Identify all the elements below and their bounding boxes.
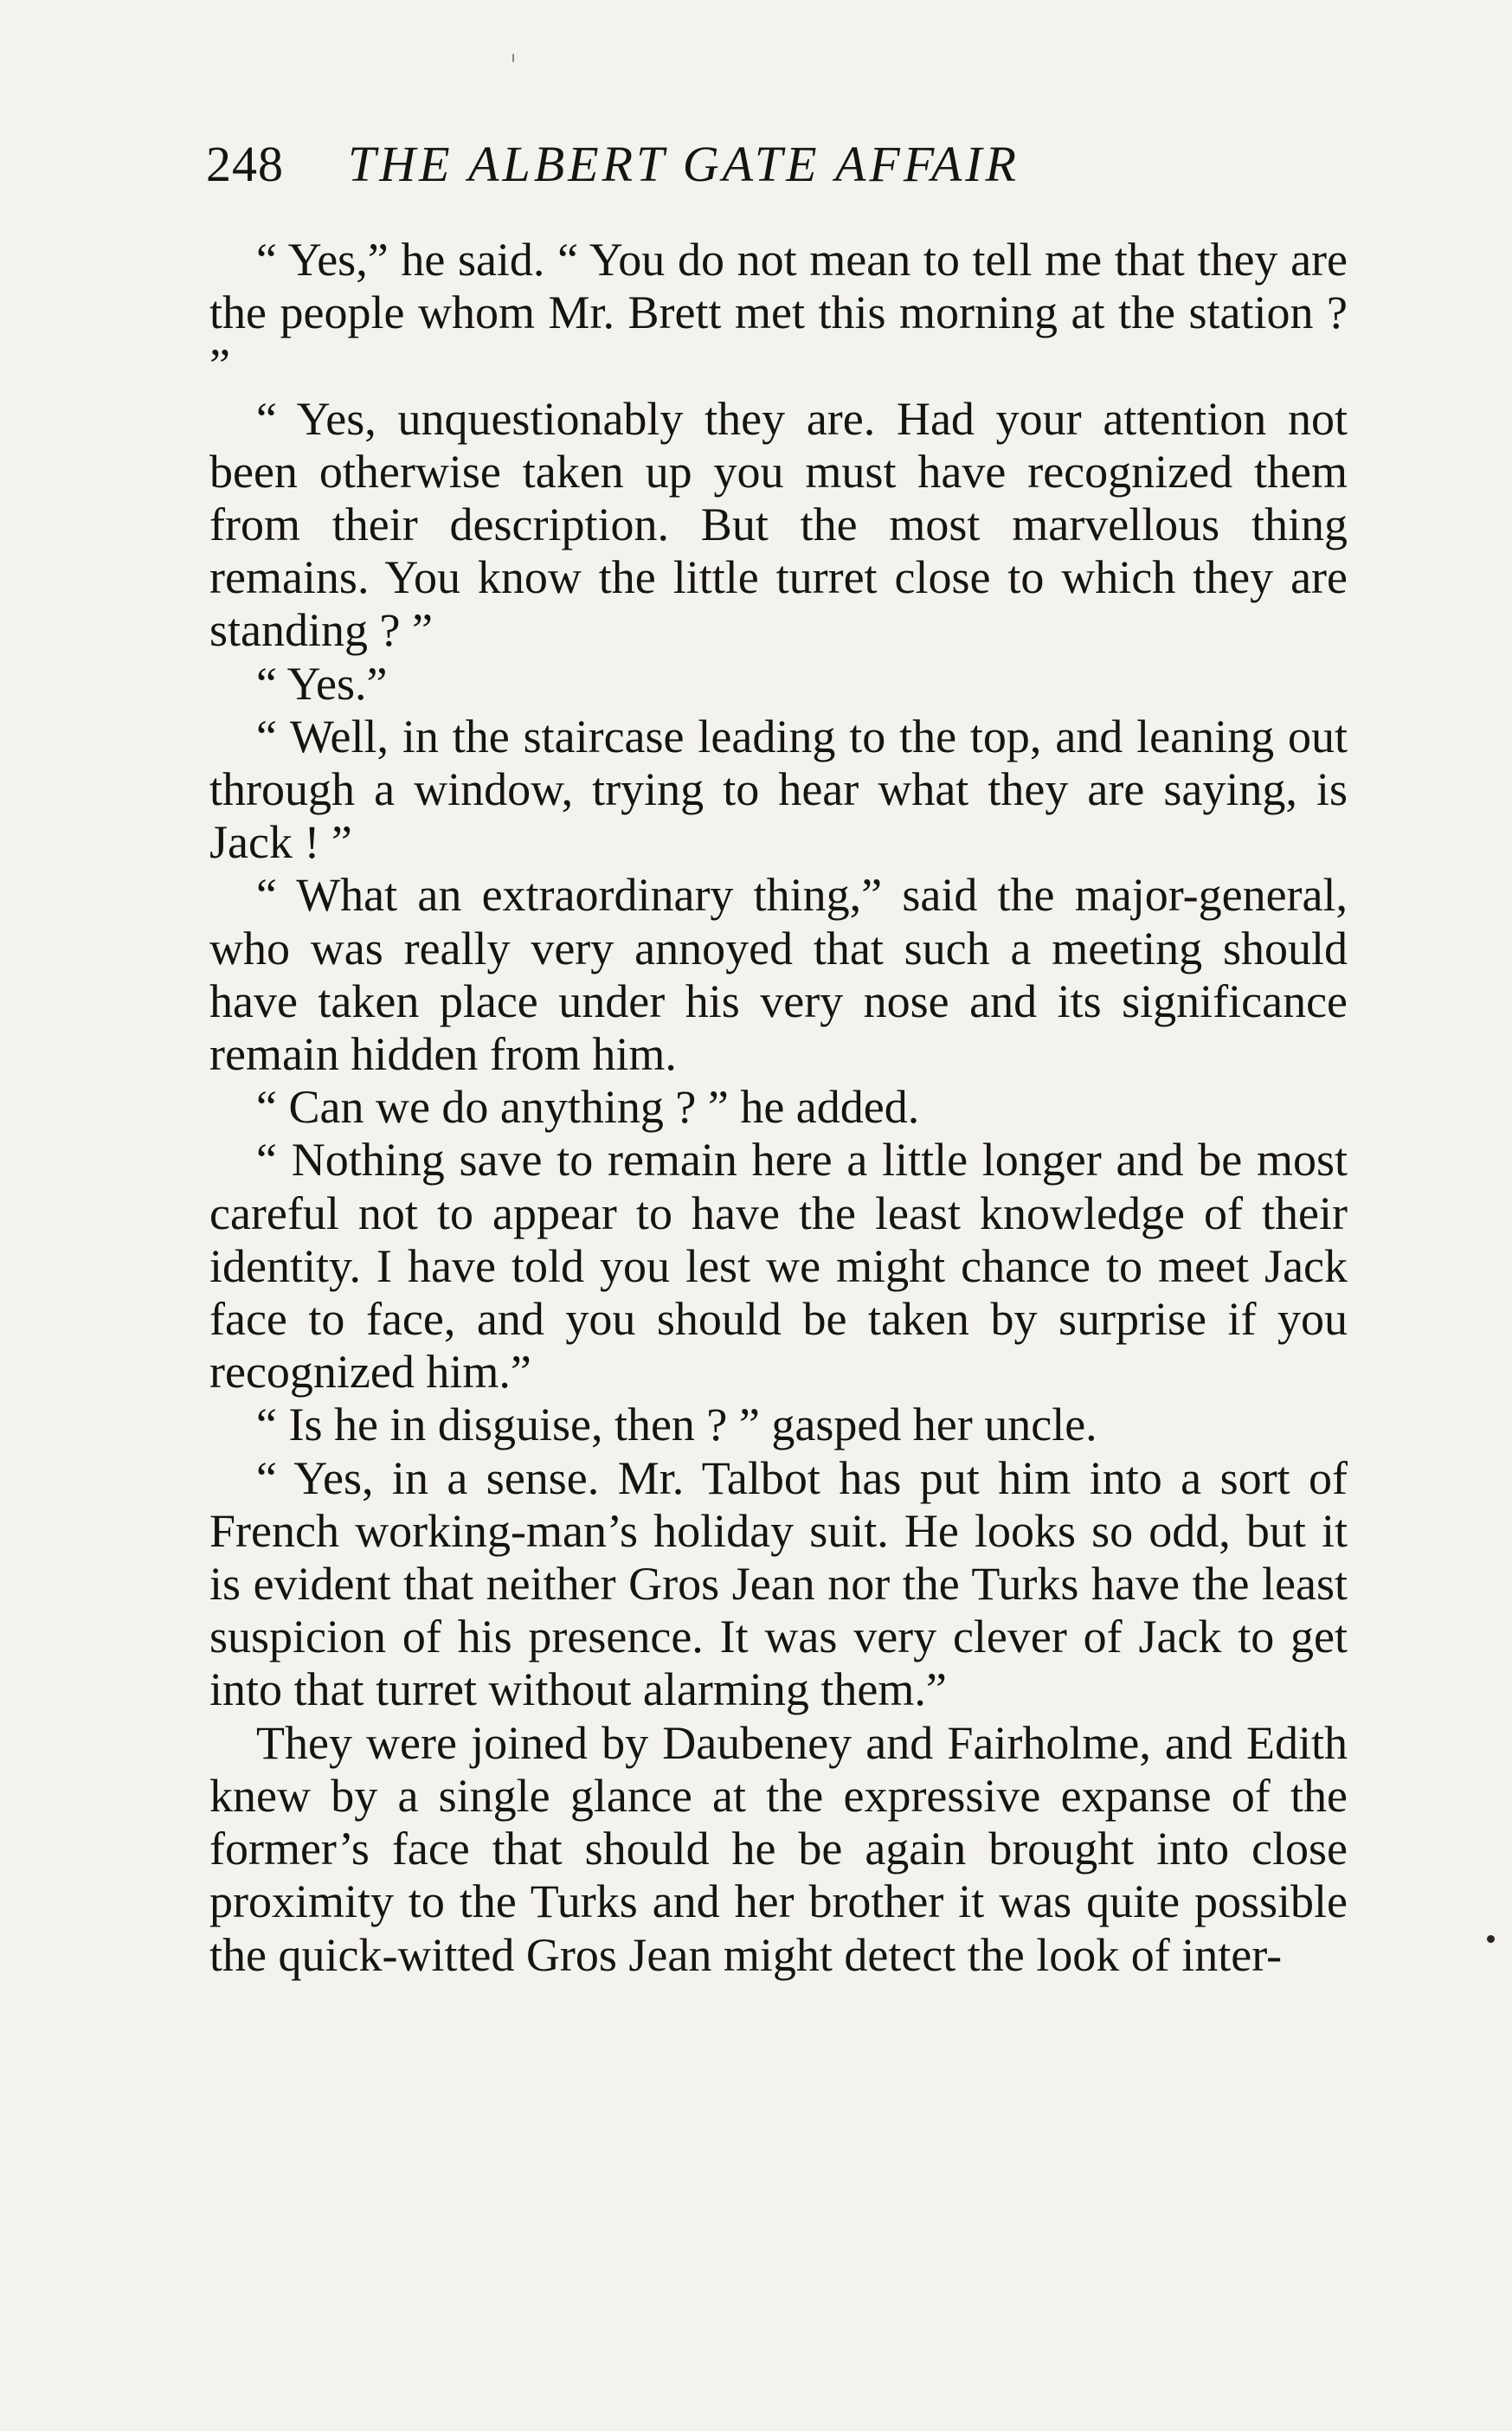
paragraph: “ What an extraordinary thing,” said the major-general, who was really very annoyed that such a meeting should have taken place under his very nose and its significance remain hidden from him. [209,869,1348,1081]
body-text [209,234,1348,1982]
paragraph: “ Yes, unquestionably they are. Had your attention not been otherwise taken up you must have recognized them from their description. But the most marvellous thing remains. You know the little turret close to which they are standing ? ” [209,392,1348,657]
page-number: 248 [206,136,284,192]
paragraph: “ Can we do anything ? ” he added. [256,1081,920,1134]
paragraph: “ Yes,” he said. “ You do not mean to tell me that they are the people whom Mr. Brett met this morning at the station ? ” [209,234,1348,392]
paragraph: “ Is he in disguise, then ? ” gasped her uncle. [256,1399,1097,1451]
paragraph: “ Nothing save to remain here a little longer and be most careful not to appear to have the least knowledge of their identity. I have told you lest we might chance to meet Jack face to face, and you should be taken by surprise if you recognized him.” [209,1134,1348,1399]
ink-speck [512,54,514,62]
ink-speck [1487,1935,1495,1943]
paragraph: They were joined by Daubeney and Fairholme, and Edith knew by a single glance at the expressive expanse of the former’s face that should he be again brought into close proximity to the Turks and her brother it was quite possible the quick-witted Gros Jean might detect the look of inter- [209,1716,1348,1981]
paragraph: “ Well, in the staircase leading to the top, and leaning out through a window, trying to hear what they are saying, is Jack ! ” [209,710,1348,869]
paragraph: “ Yes, in a sense. Mr. Talbot has put him into a sort of French working-man’s holiday suit. He looks so odd, but it is evident that neither Gros Jean nor the Turks have the least suspicion of his presence. It was very clever of Jack to get into that turret without alarming them.” [209,1451,1348,1716]
paragraph: “ Yes.” [256,657,388,710]
running-title: THE ALBERT GATE AFFAIR [348,136,1020,192]
page-header [206,130,1348,199]
